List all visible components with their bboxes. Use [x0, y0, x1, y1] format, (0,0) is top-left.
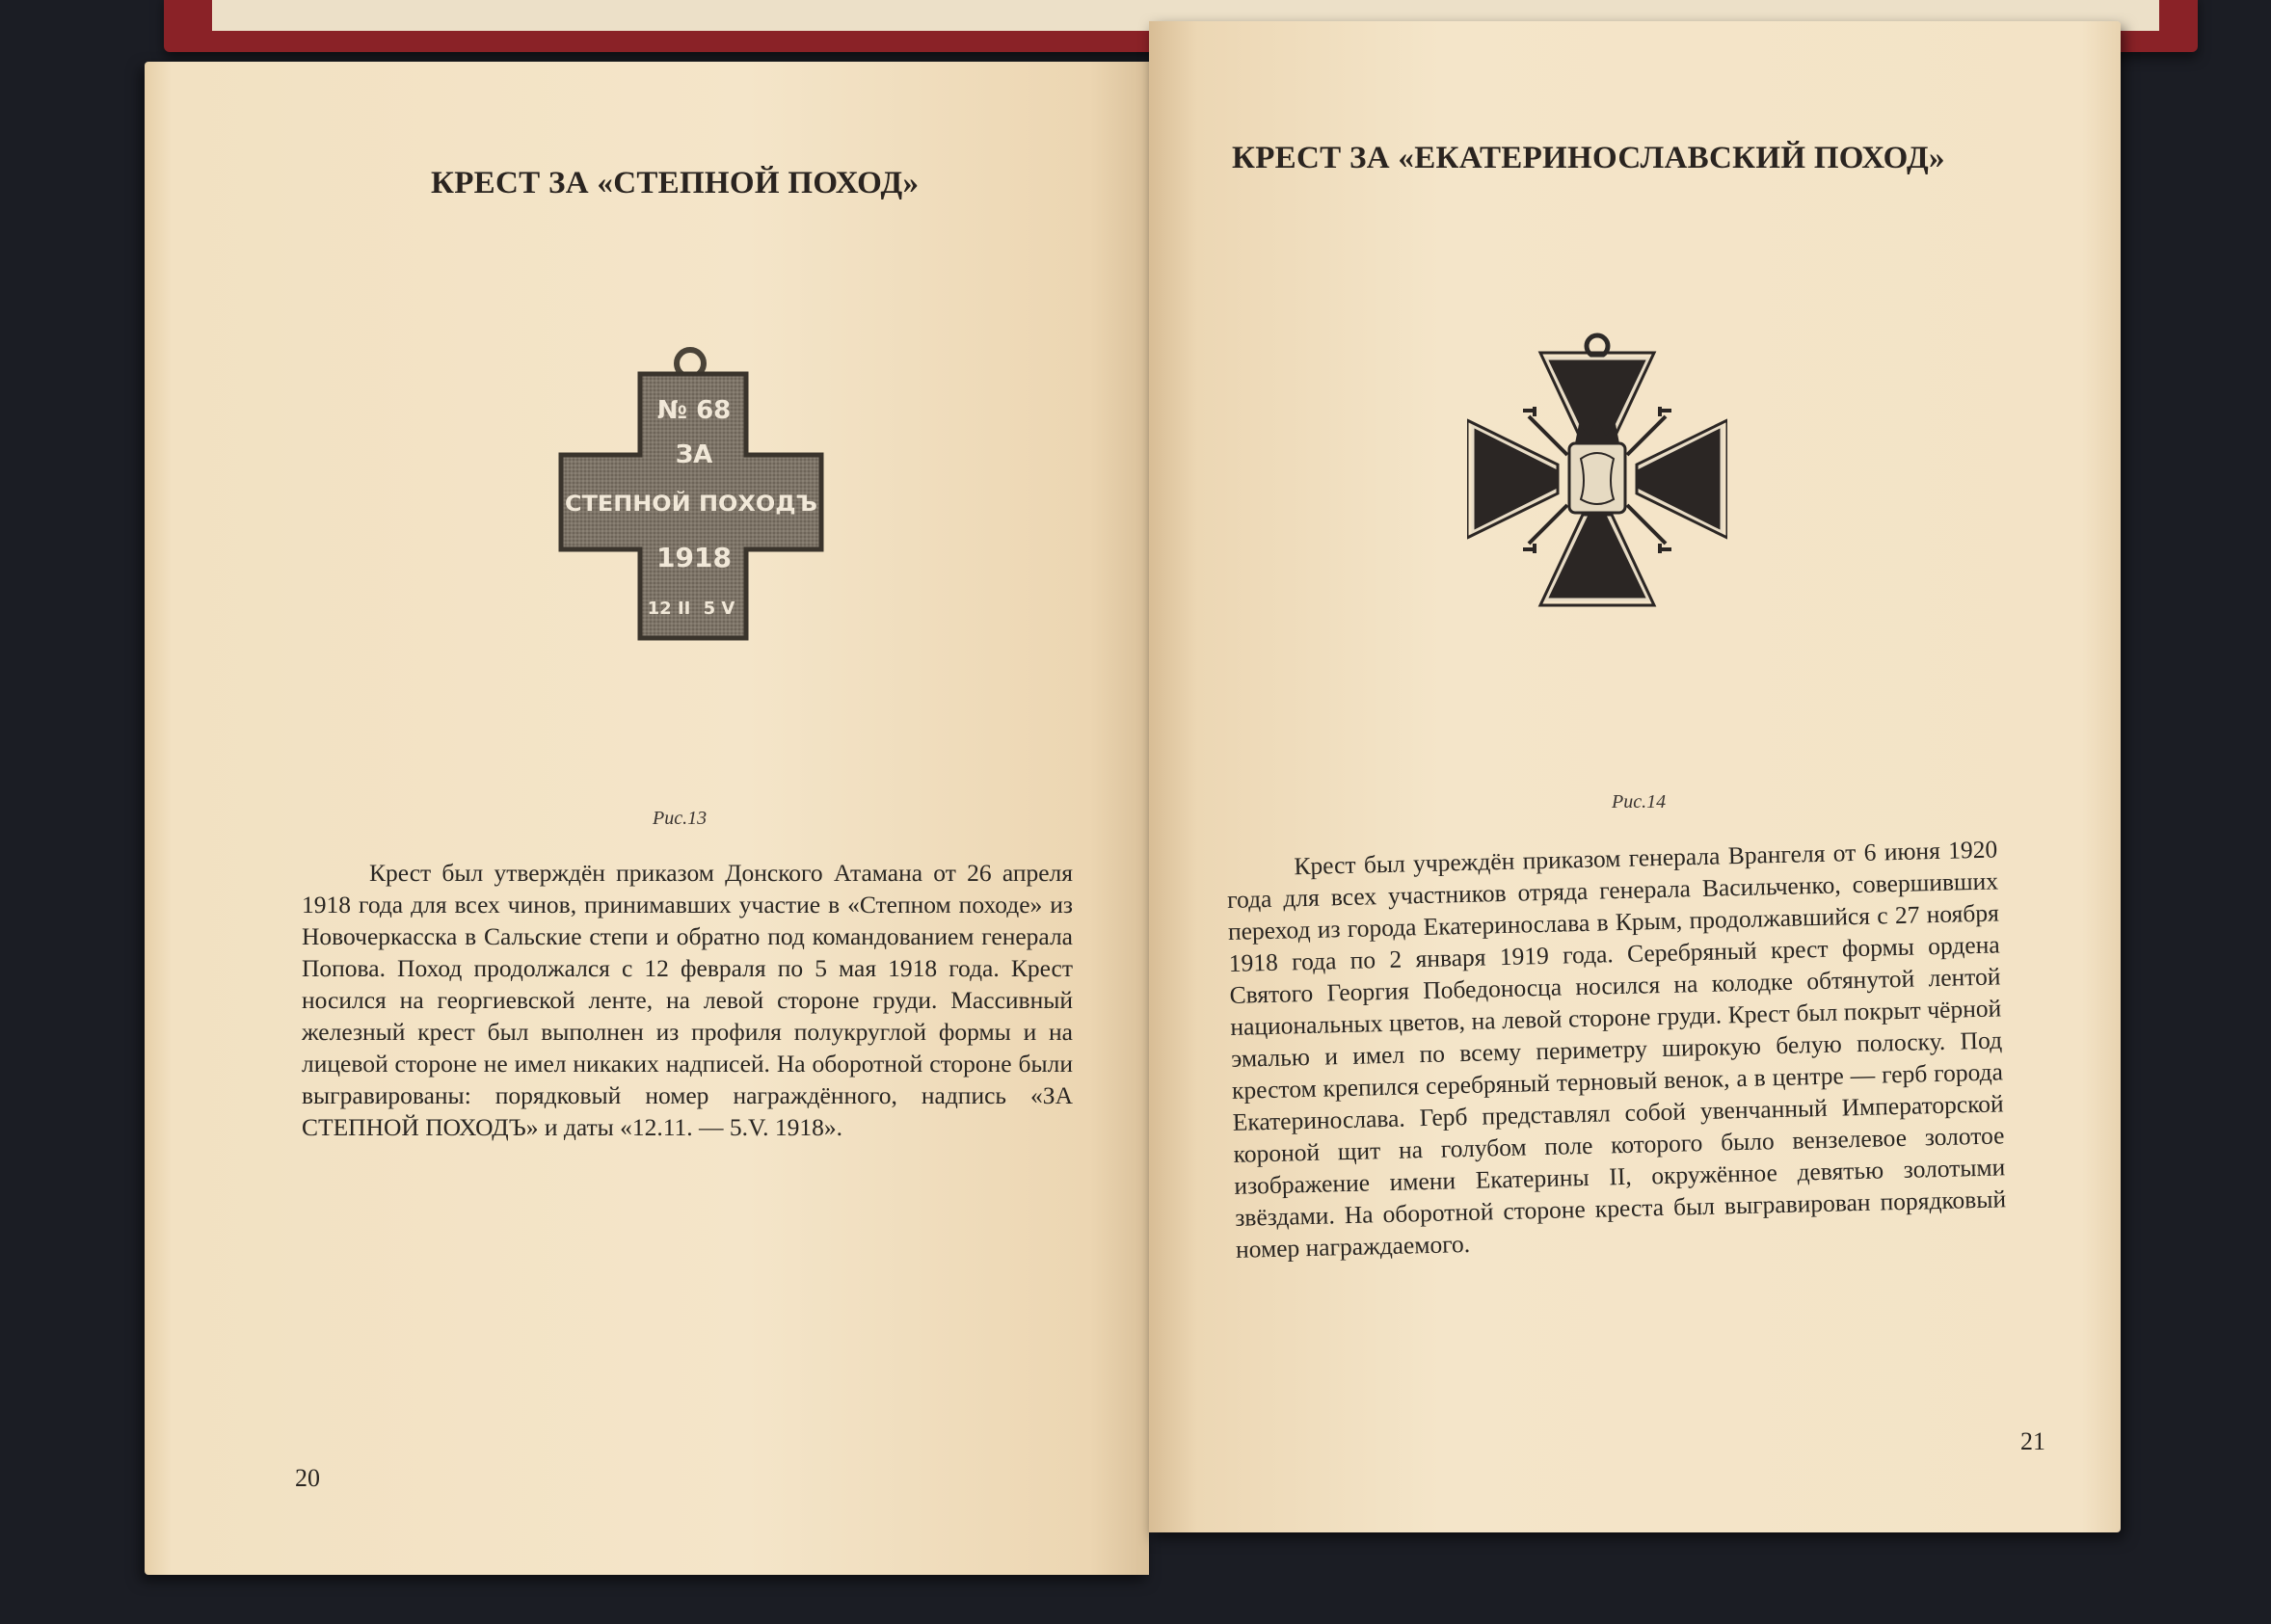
right-page-body: Крест был учреждён приказом генерала Врангеля от 6 июня 1920 года для всех участников отряда генерала Васильченко, совершивших переход из города Екатеринослава в Крым, продолжавшийся с 27 ноября 1918 года по 2 января 1919 года. Серебряный крест формы ордена Святого Георгия Победоносца носился на колодке обтянутой лентой национальных цветов, на левой стороне груди. Крест был покрыт чёрной эмалью и имел по всему периметру широкую белую полоску. Под крестом крепился серебряный терновый венок, а в центре — герб города Екатеринослава. Герб представлял собой увенчанный Императорской короной щит на голубом поле которого было вензелевое золотое изображение имени Екатерины II, окружённое девятью золотыми звёздами. На оборотной стороне креста был выгравирован порядковый номер награждаемого.: [1226, 835, 2007, 1264]
book-spread: [145, 21, 2121, 1581]
cross-inscription-date-right: 5 V: [703, 599, 735, 619]
left-page-body: Крест был утверждён приказом Донского Атамана от 26 апреля 1918 года для всех чинов, принимавших участие в «Степном походе» из Новочеркасска в Сальские степи и обратно под командованием генерала Попова. Поход продолжался с 12 февраля по 5 мая 1918 года. Крест носился на георгиевской ленте, на левой стороне груди. Массивный железный крест был выполнен из профиля полукруглой формы и на лицевой стороне не имел никаких надписей. На оборотной стороне были выгравированы: порядковый номер награждённого, надпись «ЗА СТЕПНОЙ ПОХОДЪ» и даты «12.11. — 5.V. 1918».: [302, 859, 1073, 1141]
right-figure-caption: Рис.14: [1612, 791, 1667, 812]
cross-inscription-date-left: 12 II: [647, 599, 691, 619]
ekaterinoslav-cross-figure: [1467, 330, 1727, 628]
left-page-number: 20: [295, 1464, 320, 1492]
stepnoy-cross-figure: [549, 339, 839, 657]
cross-inscription-year: 1918: [656, 542, 732, 573]
right-page-title: КРЕСТ ЗА «ЕКАТЕРИНОСЛАВСКИЙ ПОХОД»: [1232, 141, 1945, 175]
cross-inscription-za: ЗА: [675, 440, 713, 469]
right-page-number: 21: [2020, 1427, 2045, 1455]
left-page-title: КРЕСТ ЗА «СТЕПНОЙ ПОХОД»: [431, 166, 920, 200]
left-page: [145, 62, 1149, 1575]
cross-inscription-pokhod: СТЕПНОЙ ПОХОДЪ: [565, 493, 797, 517]
left-figure-caption: Рис.13: [653, 808, 708, 829]
cross-inscription-number: № 68: [656, 396, 732, 425]
right-page: [1149, 21, 2121, 1532]
